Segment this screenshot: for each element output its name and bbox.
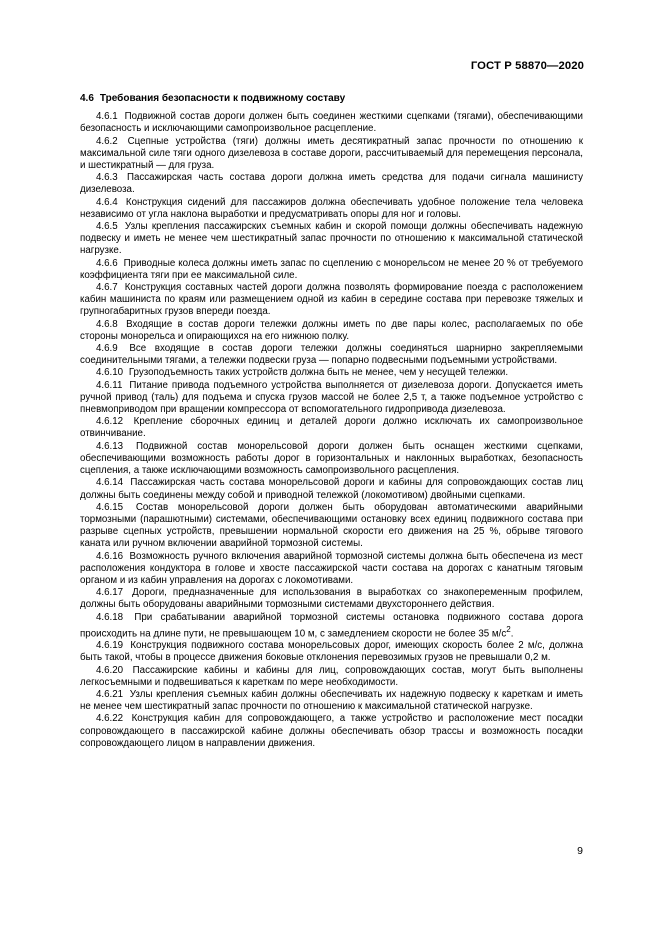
paragraph [80,713,583,750]
paragraph-text: Входящие в состав дороги тележки должны иметь по две пары колес, располагаемых по обе стороны монорельса и опирающихся на его нижнюю полку. [80,318,583,342]
superscript: 2 [506,624,511,634]
paragraph-text: Узлы крепления пассажирских съемных кабин и скорой помощи должны обеспечивать надежную подвеску и иметь не менее чем шестикратный запас прочности по отношению к максимальной статической нагрузке. [80,221,583,257]
paragraph [80,689,583,713]
paragraph-text: Сцепные устройства (тяги) должны иметь десятикратный запас прочности по отношению к максимальной силе тяги одного дизелевоза в составе дороги, рассчитываемый для перемещения персонала, и шестикратный — для груза. [80,135,583,172]
paragraph [80,612,583,641]
paragraph-number: 4.6.21 [96,689,124,700]
paragraph [80,343,583,367]
paragraph [80,665,583,689]
paragraph-text: Питание привода подъемного устройства выполняется от дизелевоза дороги. Допускается иметь ручной привод (таль) для подъема и спуска грузов массой не более 2,5 т, а также подъемное устройство с пневмоприводом при вращении компрессора от вспомогательного гидропривода дизелевоза. [80,379,583,416]
paragraph-text: Приводные колеса должны иметь запас по сцеплению с монорельсом не менее 20 % от требуемого коэффициента тяги при ее максимальной силе. [80,257,583,281]
paragraph-text: Все входящие в состав дороги тележки должны соединяться шарнирно закрепляемыми соединительными тягами, а тележки подвески груза — попарно подвесными подъемными устройствами. [80,343,583,367]
paragraph-text: Конструкция сидений для пассажиров должна обеспечивать удобное положение тела человека независимо от угла наклона выработки и предусматривать опоры для ног и головы. [80,196,583,220]
paragraph [80,136,583,173]
paragraph [80,380,583,417]
paragraph [80,367,583,379]
paragraph-number: 4.6.16 [96,550,124,562]
paragraph-number: 4.6.15 [96,501,124,513]
paragraph-text: Пассажирские кабины и кабины для лиц, сопровождающих состав, могут быть выполнены легкосъемными и подвешиваться к кареткам по мере необходимости. [80,664,583,688]
paragraph-number: 4.6.8 [96,318,118,330]
paragraph-text: Подвижной состав монорельсовой дороги должен быть оснащен жесткими сцепками, обеспечивающими возможность работы дорог в горизонтальных и наклонных выработках, безопасность сцепления, а также исключающими возможность самопроизвольного расцепления. [80,440,583,477]
paragraph-number: 4.6.1 [96,111,118,123]
paragraph-number: 4.6.6 [96,257,118,269]
paragraph-tail: . [510,627,514,639]
paragraph-number: 4.6.13 [96,440,124,452]
section-number: 4.6 [80,93,94,104]
paragraph [80,640,583,664]
paragraph [80,477,583,501]
paragraph [80,416,583,440]
paragraph-text: Конструкция подвижного состава монорельсовых дорог, имеющих скорость более 2 м/с, должна быть такой, чтобы в процессе движения боковые отклонения перевозимых грузов не превышали 0,2 м. [80,640,583,664]
paragraph [80,258,583,282]
paragraph [80,172,583,196]
paragraph-text: Крепление сборочных единиц и деталей дороги должно исключать их самопроизвольное отвинчивание. [80,416,583,440]
paragraph-text: Возможность ручного включения аварийной тормозной системы должна быть обеспечена из мест расположения кондуктора в голове и хвосте пассажирской части состава на дорогах с канатным тяговым органом и из кабин управления на дорогах с локомотивами. [80,550,583,586]
paragraph-number: 4.6.2 [96,135,118,147]
document-body [80,93,583,750]
paragraph [80,221,583,258]
paragraph-text: Конструкция составных частей дороги должна позволять формирование поезда с расположением кабин машиниста по краям или размещением одной из кабин в середине состава при перевозке тяжелых и групногабаритных грузов впереди поезда. [80,282,583,318]
paragraph-number: 4.6.4 [96,196,118,208]
paragraph-number: 4.6.14 [96,477,124,489]
paragraph [80,441,583,478]
paragraph [80,111,583,135]
paragraph-text: Подвижной состав дороги должен быть соединен жесткими сцепками (тягами), обеспечивающими безопасность и исключающими самопроизвольное расцепление. [80,111,583,135]
paragraph-text: Конструкция кабин для сопровождающего, а также устройство и расположение мест посадки сопровождающего в пассажирской кабине должны обеспечивать обзор трассы и возможность посадки сопровождающего лицом в направлении движения. [80,713,584,749]
paragraph-number: 4.6.11 [96,379,123,391]
page-number: 9 [577,845,583,857]
paragraph-number: 4.6.19 [96,640,124,652]
paragraph-number: 4.6.3 [96,172,118,184]
section-heading [80,93,583,105]
paragraph-text: Грузоподъемность таких устройств должна быть не менее, чем у несущей тележки. [128,367,509,379]
paragraph-number: 4.6.9 [96,343,118,355]
section-title: Требования безопасности к подвижному составу [99,93,346,104]
paragraph [80,197,583,221]
paragraph-text: Дороги, предназначенные для использования в выработках со знакопеременным профилем, должны быть оборудованы аварийными тормозными системами двухстороннего действия. [80,587,583,611]
paragraph-number: 4.6.7 [96,282,118,294]
paragraph [80,551,583,588]
paragraph-text: Пассажирская часть состава дороги должна иметь средства для подачи сигнала машинисту дизелевоза. [80,172,583,196]
paragraph [80,282,583,319]
paragraph-text: Пассажирская часть состава монорельсовой дороги и кабины для сопровождающих состав лиц должны быть соединены между собой и приводной тележкой (локомотивом) двойными сцепками. [80,477,583,501]
paragraph-number: 4.6.10 [96,367,124,379]
paragraph [80,319,583,343]
paragraph-text: Состав монорельсовой дороги должен быть оборудован автоматическими аварийными тормозными (парашютными) системами, обеспечивающими остановку всех единиц подвижного состава при разрыве сцепных устройств, превышении нормальной скорости его движения на 25 %, обрыве тягового каната или ручном включении аварийной тормозной системы. [80,501,583,550]
document-code-header: ГОСТ Р 58870—2020 [470,60,584,72]
paragraph-number: 4.6.22 [96,713,124,725]
paragraph-number: 4.6.12 [96,416,124,428]
paragraph-number: 4.6.18 [96,611,124,623]
paragraph-number: 4.6.20 [96,664,124,676]
paragraph-text: Узлы крепления съемных кабин должны обеспечивать их надежную подвеску к кареткам и иметь не менее чем шестикратный запас прочности по отношению к максимальной статической нагрузке. [80,689,583,713]
paragraph-number: 4.6.5 [96,221,118,233]
paragraph-number: 4.6.17 [96,587,124,599]
paragraph [80,587,583,611]
paragraph [80,502,583,551]
paragraph-text: При срабатывании аварийной тормозной системы остановка подвижного состава дорога происходить на длине пути, не превышающем 10 м, с замедлением скорости не более 35 м/с [80,611,583,639]
